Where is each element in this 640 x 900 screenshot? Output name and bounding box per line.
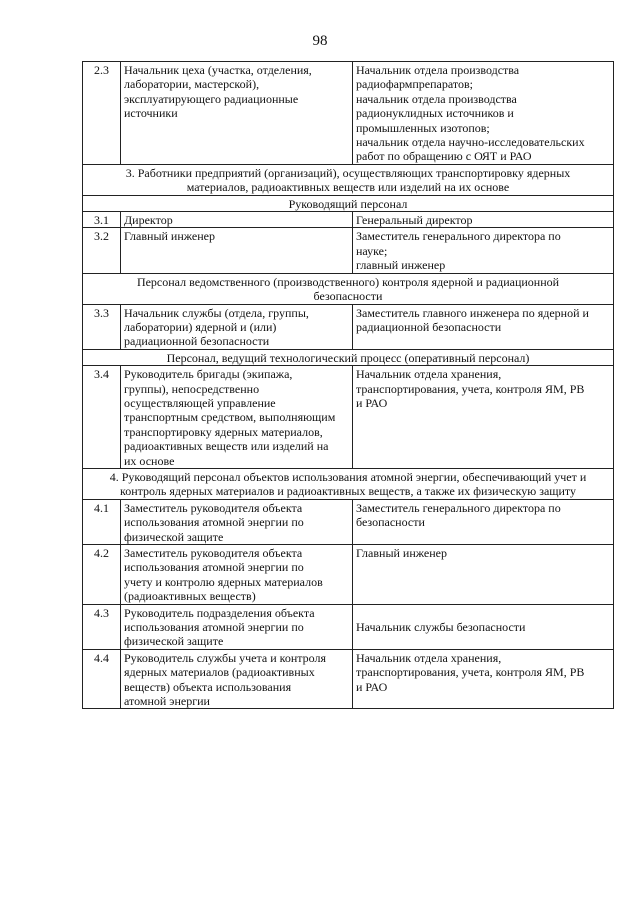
page-number: 98 <box>312 33 328 49</box>
section-row <box>83 273 614 304</box>
position-cell: Главный инженер <box>121 228 353 273</box>
position-cell: Руководитель подразделения объекта использования атомной энергии по физической защите <box>121 604 353 649</box>
section-heading: Персонал, ведущий технологический процесс (оперативный персонал) <box>83 349 614 365</box>
substitute-cell: Заместитель главного инженера по ядерной и радиационной безопасности <box>353 304 614 349</box>
substitute-cell: Начальник службы безопасности <box>353 604 614 649</box>
table-row <box>83 499 614 544</box>
row-number: 4.3 <box>83 604 121 649</box>
position-cell: Руководитель службы учета и контроля ядерных материалов (радиоактивных веществ) объекта использования атомной энергии <box>121 649 353 709</box>
table-row <box>83 304 614 349</box>
row-number: 4.4 <box>83 649 121 709</box>
table-row <box>83 604 614 649</box>
section-heading: Руководящий персонал <box>83 195 614 211</box>
row-number: 3.3 <box>83 304 121 349</box>
row-number: 4.2 <box>83 545 121 605</box>
substitute-cell: Заместитель генерального директора по науке; главный инженер <box>353 228 614 273</box>
table-row <box>83 366 614 469</box>
section-heading: Персонал ведомственного (производственного) контроля ядерной и радиационной безопасности <box>83 273 614 304</box>
position-cell: Начальник цеха (участка, отделения, лаборатории, мастерской), эксплуатирующего радиационные источники <box>121 62 353 165</box>
row-number: 3.2 <box>83 228 121 273</box>
table-row <box>83 212 614 228</box>
position-cell: Директор <box>121 212 353 228</box>
row-number: 2.3 <box>83 62 121 165</box>
table-row <box>83 545 614 605</box>
substitute-cell: Заместитель генерального директора по безопасности <box>353 499 614 544</box>
substitute-cell: Главный инженер <box>353 545 614 605</box>
table-row <box>83 228 614 273</box>
section-row <box>83 349 614 365</box>
positions-table-body <box>83 62 614 709</box>
section-heading: 4. Руководящий персонал объектов использования атомной энергии, обеспечивающий учет и контроль ядерных материалов и радиоактивных веществ, а также их физическую защиту <box>83 468 614 499</box>
position-cell: Начальник службы (отдела, группы, лаборатории) ядерной и (или) радиационной безопасности <box>121 304 353 349</box>
row-number: 3.1 <box>83 212 121 228</box>
substitute-cell: Начальник отдела хранения, транспортирования, учета, контроля ЯМ, РВ и РАО <box>353 366 614 469</box>
section-row <box>83 468 614 499</box>
position-cell: Заместитель руководителя объекта использования атомной энергии по учету и контролю ядерных материалов (радиоактивных веществ) <box>121 545 353 605</box>
section-heading: 3. Работники предприятий (организаций), осуществляющих транспортировку ядерных материалов, радиоактивных веществ или изделий на их основе <box>83 164 614 195</box>
substitute-cell: Начальник отдела производства радиофармпрепаратов; начальник отдела производства радионуклидных источников и промышленных изотопов; начальник отдела научно-исследовательских работ по обращению с ОЯТ и РАО <box>353 62 614 165</box>
table-row <box>83 62 614 165</box>
position-cell: Руководитель бригады (экипажа, группы), непосредственно осуществляющей управление транспортным средством, выполняющим транспортировку ядерных материалов, радиоактивных веществ или изделий на их основе <box>121 366 353 469</box>
row-number: 3.4 <box>83 366 121 469</box>
section-row <box>83 164 614 195</box>
substitute-cell: Начальник отдела хранения, транспортирования, учета, контроля ЯМ, РВ и РАО <box>353 649 614 709</box>
row-number: 4.1 <box>83 499 121 544</box>
positions-table <box>82 61 614 709</box>
table-row <box>83 649 614 709</box>
substitute-cell: Генеральный директор <box>353 212 614 228</box>
section-row <box>83 195 614 211</box>
position-cell: Заместитель руководителя объекта использования атомной энергии по физической защите <box>121 499 353 544</box>
